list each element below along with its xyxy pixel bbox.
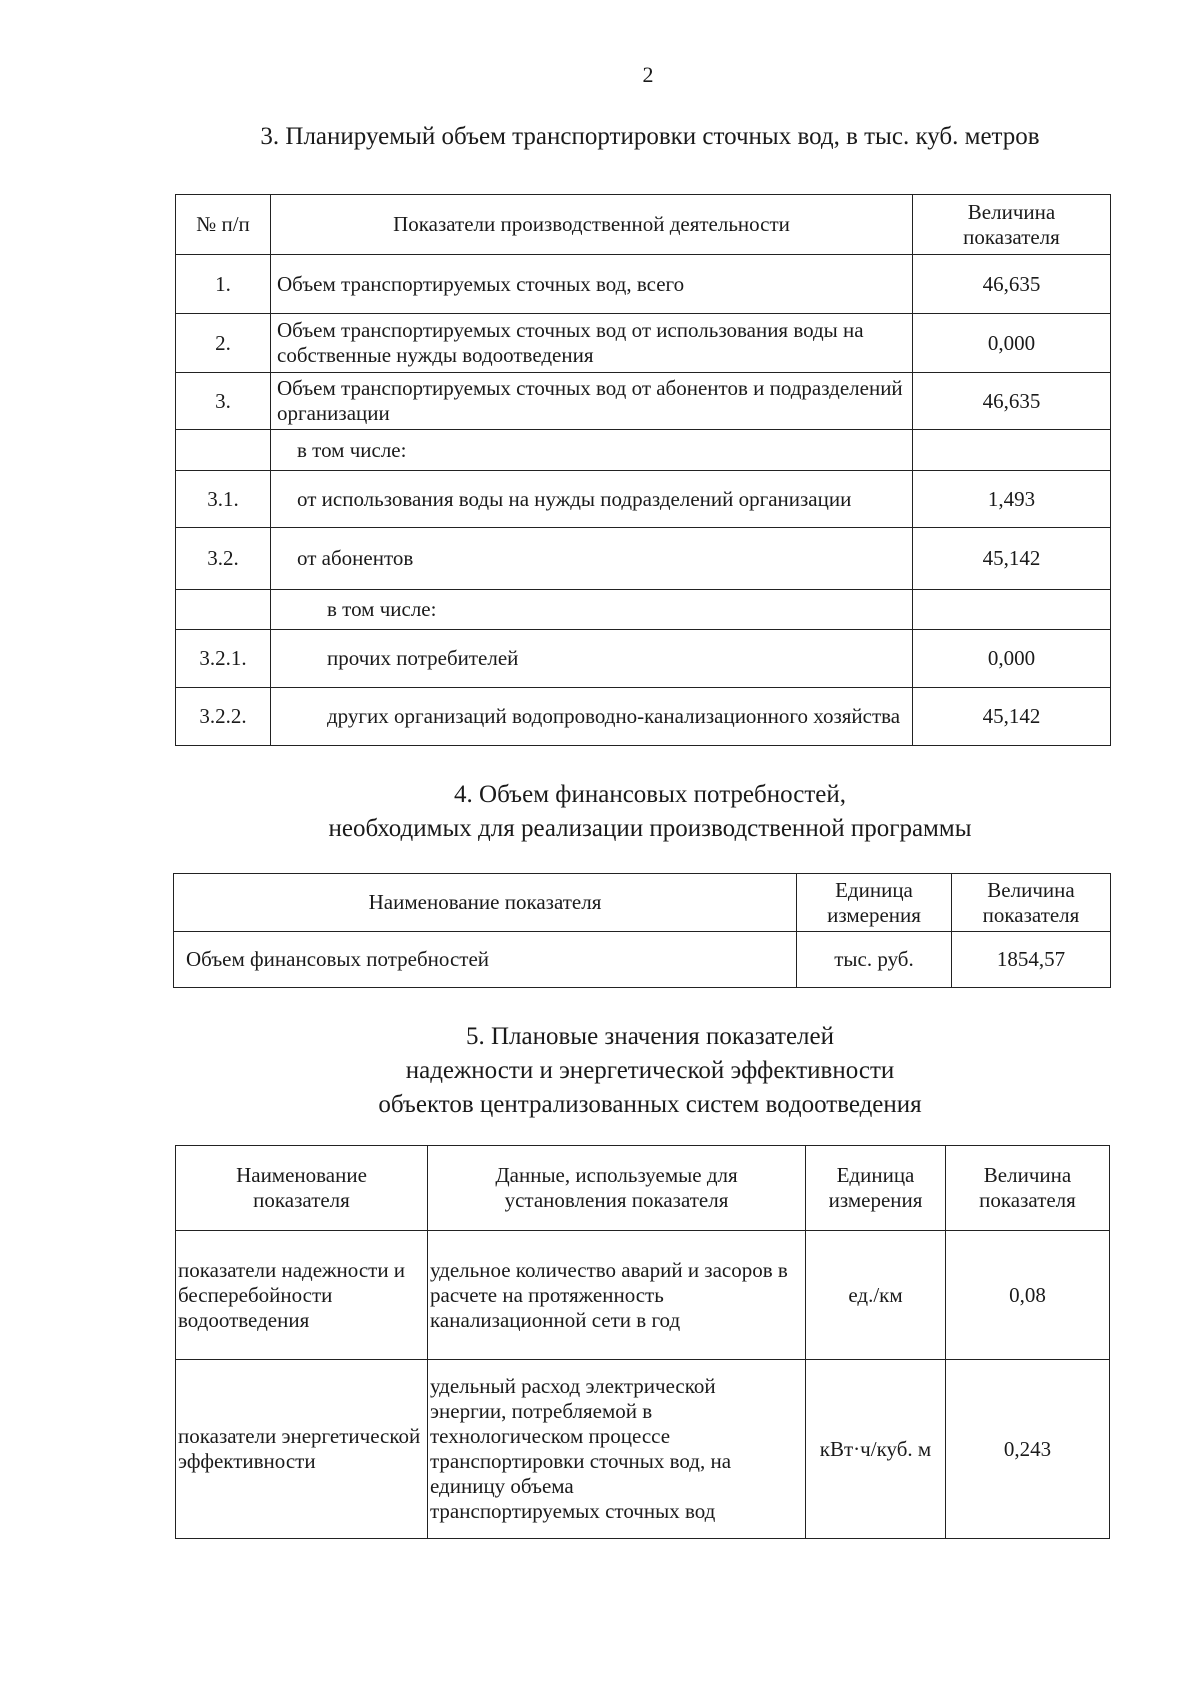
- row-data: удельный расход электрической энергии, потребляемой в технологическом процессе транспортировки сточных вод, на единицу объема транспортируемых сточных вод: [428, 1360, 806, 1539]
- row-data: удельное количество аварий и засоров в расчете на протяженность канализационной сети в год: [428, 1231, 806, 1360]
- row-value: 0,08: [946, 1231, 1110, 1360]
- financial-needs-table: [173, 873, 1111, 988]
- header-name: Наименование показателя: [176, 1146, 428, 1231]
- row-num: 3.1.: [176, 471, 271, 528]
- section3-title: 3. Планируемый объем транспортировки сточных вод, в тыс. куб. метров: [260, 123, 1040, 150]
- row-unit: ед./км: [806, 1231, 946, 1360]
- row-value: 45,142: [913, 688, 1111, 746]
- row-num: [176, 430, 271, 471]
- row-unit: тыс. руб.: [797, 932, 952, 988]
- section4-title-line2: необходимых для реализации производственной программы: [328, 815, 972, 842]
- header-indicator: Показатели производственной деятельности: [271, 195, 913, 255]
- row-num: 2.: [176, 314, 271, 373]
- transport-volume-table: [175, 194, 1111, 746]
- row-value: 46,635: [913, 373, 1111, 430]
- row-value: 1,493: [913, 471, 1111, 528]
- row-num: 3.2.: [176, 528, 271, 590]
- table-header-row: [174, 874, 1111, 932]
- page-number: 2: [642, 62, 654, 87]
- row-name: показатели энергетической эффективности: [176, 1360, 428, 1539]
- row-name: в том числе:: [271, 430, 913, 471]
- header-unit: Единица измерения: [797, 874, 952, 932]
- row-name: от абонентов: [271, 528, 913, 590]
- table-row: [176, 430, 1111, 471]
- section5-title-line2: надежности и энергетической эффективности: [405, 1057, 895, 1084]
- row-num: 1.: [176, 255, 271, 314]
- row-num: 3.2.1.: [176, 630, 271, 688]
- header-value: Величина показателя: [946, 1146, 1110, 1231]
- table-row: [176, 373, 1111, 430]
- row-value: [913, 430, 1111, 471]
- table-row: [176, 471, 1111, 528]
- header-value: Величина показателя: [913, 195, 1111, 255]
- row-value: 0,000: [913, 314, 1111, 373]
- row-value: 0,243: [946, 1360, 1110, 1539]
- row-name: от использования воды на нужды подразделений организации: [271, 471, 913, 528]
- row-name: Объем транспортируемых сточных вод от абонентов и подразделений организации: [271, 373, 913, 430]
- row-name: Объем транспортируемых сточных вод от использования воды на собственные нужды водоотведения: [271, 314, 913, 373]
- row-name: прочих потребителей: [271, 630, 913, 688]
- table-row: [176, 528, 1111, 590]
- row-value: 46,635: [913, 255, 1111, 314]
- row-num: 3.: [176, 373, 271, 430]
- table-row: [174, 932, 1111, 988]
- header-unit: Единица измерения: [806, 1146, 946, 1231]
- row-value: 0,000: [913, 630, 1111, 688]
- row-value: [913, 590, 1111, 630]
- row-name: других организаций водопроводно-канализационного хозяйства: [271, 688, 913, 746]
- row-unit: кВт·ч/куб. м: [806, 1360, 946, 1539]
- row-name: Объем транспортируемых сточных вод, всего: [271, 255, 913, 314]
- reliability-efficiency-table: [175, 1145, 1110, 1539]
- row-name: в том числе:: [271, 590, 913, 630]
- table-row: [176, 630, 1111, 688]
- table-header-row: [176, 1146, 1110, 1231]
- table-header-row: [176, 195, 1111, 255]
- row-value: 1854,57: [952, 932, 1111, 988]
- table-row: [176, 255, 1111, 314]
- row-value: 45,142: [913, 528, 1111, 590]
- header-num: № п/п: [176, 195, 271, 255]
- section5-title-line1: 5. Плановые значения показателей: [465, 1023, 835, 1050]
- header-value: Величина показателя: [952, 874, 1111, 932]
- row-name: показатели надежности и бесперебойности водоотведения: [176, 1231, 428, 1360]
- section4-title-line1: 4. Объем финансовых потребностей,: [454, 781, 846, 808]
- section5-title-line3: объектов централизованных систем водоотведения: [378, 1091, 922, 1118]
- table-row: [176, 688, 1111, 746]
- table-row: [176, 1231, 1110, 1360]
- row-num: 3.2.2.: [176, 688, 271, 746]
- table-row: [176, 590, 1111, 630]
- header-name: Наименование показателя: [174, 874, 797, 932]
- row-num: [176, 590, 271, 630]
- header-data: Данные, используемые для установления показателя: [428, 1146, 806, 1231]
- row-name: Объем финансовых потребностей: [174, 932, 797, 988]
- table-row: [176, 314, 1111, 373]
- table-row: [176, 1360, 1110, 1539]
